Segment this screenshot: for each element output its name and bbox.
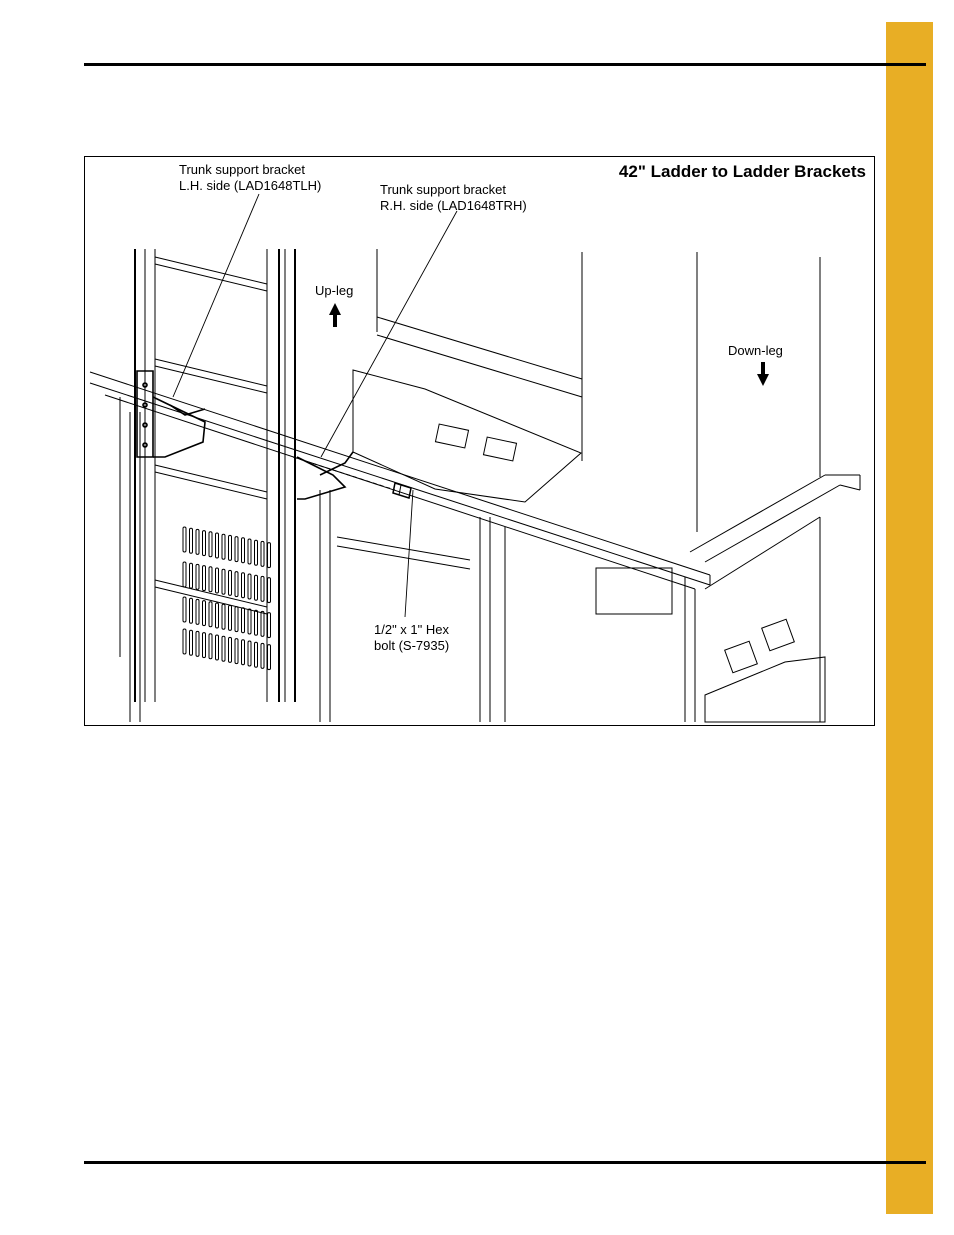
- down-arrow-icon: [757, 362, 769, 386]
- rh-bracket-label-line2: R.H. side (LAD1648TRH): [380, 198, 527, 213]
- ladder-bracket-figure: [84, 156, 875, 726]
- footer-rule: [84, 1161, 926, 1164]
- rh-bracket-callout: [380, 182, 527, 214]
- header-rule: [84, 63, 926, 66]
- down-leg-label: Down-leg: [728, 343, 783, 358]
- figure-title: 42" Ladder to Ladder Brackets: [618, 162, 866, 181]
- lh-bracket-label-line2: L.H. side (LAD1648TLH): [179, 178, 322, 193]
- deck-plate: [353, 370, 581, 502]
- rh-bracket-label-line1: Trunk support bracket: [380, 182, 506, 197]
- section-tab: [886, 22, 933, 1214]
- up-arrow-icon: [329, 303, 341, 327]
- lh-bracket-callout: [179, 162, 321, 194]
- ladder-bracket-drawing: [85, 157, 875, 726]
- lh-bracket-label-line1: Trunk support bracket: [179, 162, 305, 177]
- up-leg-label: Up-leg: [315, 283, 354, 298]
- bolt-callout: [374, 622, 449, 654]
- bolt-label-line1: 1/2" x 1" Hex: [374, 622, 449, 637]
- bolt-label-line2: bolt (S-7935): [374, 638, 450, 653]
- lh-bracket: [137, 371, 205, 457]
- down-leg-trunk: [377, 249, 820, 532]
- lower-housing: [320, 490, 825, 722]
